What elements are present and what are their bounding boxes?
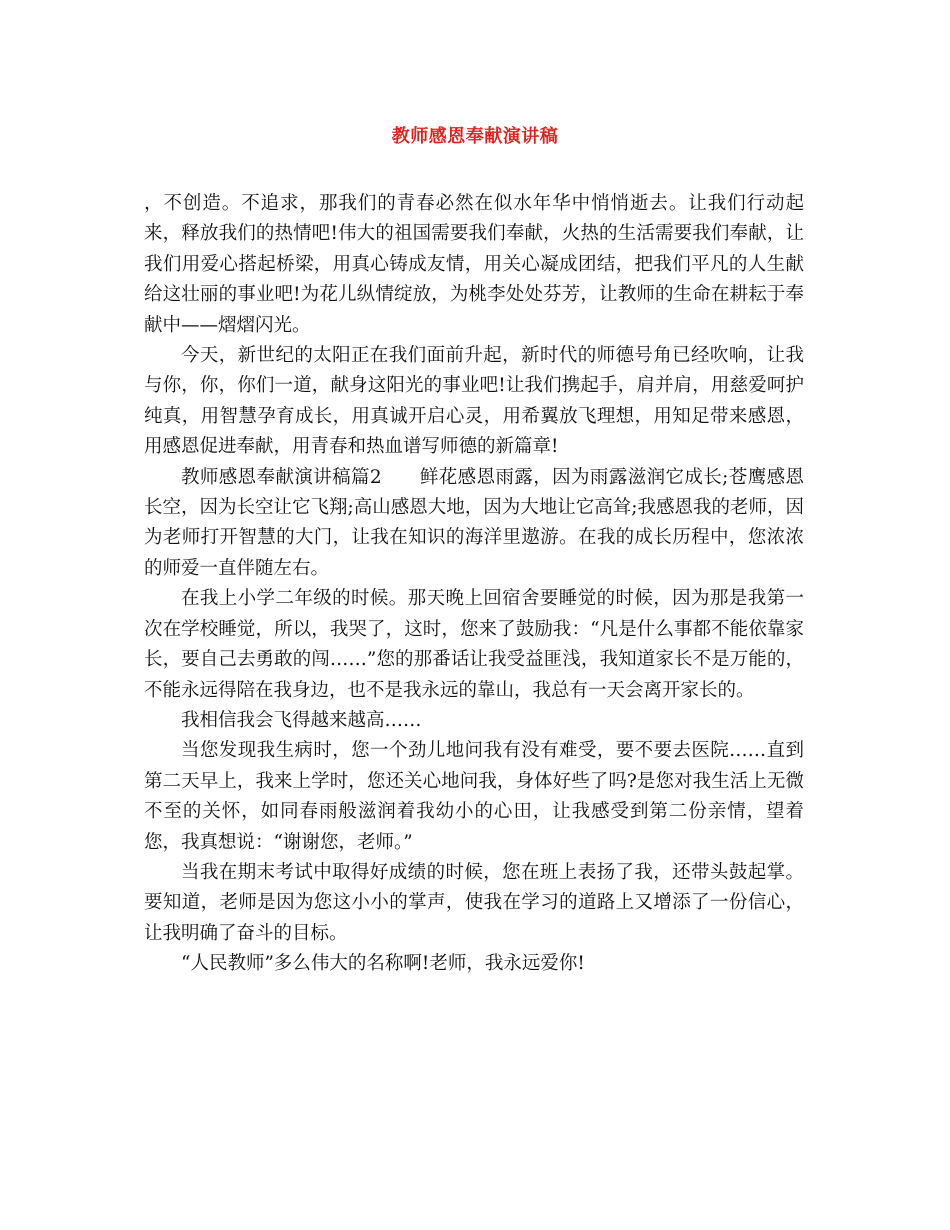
paragraph-2: 今天，新世纪的太阳正在我们面前升起，新时代的师德号角已经吹响，让我与你，你，你们一道，献身这阳光的事业吧!让我们携起手，肩并肩，用慈爱呵护纯真，用智慧孕育成长，用真诚开启心灵，用希翼放飞理想，用知足带来感恩，用感恩促进奉献，用青春和热血谱写师德的新篇章! — [144, 345, 805, 458]
paragraph-7: 当我在期末考试中取得好成绩的时候，您在班上表扬了我，还带头鼓起掌。要知道，老师是因为您这小小的掌声，使我在学习的道路上又增添了一份信心，让我明确了奋斗的目标。 — [144, 861, 804, 944]
paragraph-1: ，不创造。不追求，那我们的青春必然在似水年华中悄悄逝去。让我们行动起来，释放我们的热情吧!伟大的祖国需要我们奉献，火热的生活需要我们奉献，让我们用爱心搭起桥梁，用真心铸成友情，用关心凝成团结，把我们平凡的人生献给这壮丽的事业吧!为花儿纵情绽放，为桃李处处芬芳，让教师的生命在耕耘于奉献中——熠熠闪光。 — [144, 193, 804, 336]
paragraph-5: 我相信我会飞得越来越高…… — [181, 709, 422, 731]
document-title: 教师感恩奉献演讲稿 — [391, 126, 559, 147]
paragraph-4: 在我上小学二年级的时候。那天晚上回宿舍要睡觉的时候，因为那是我第一次在学校睡觉，所以，我哭了，这时，您来了鼓励我：“凡是什么事都不能依靠家长，要自己去勇敢的闯……”您的那番话让我受益匪浅，我知道家长不是万能的，不能永远得陪在我身边，也不是我永远的靠山，我总有一天会离开家长的。 — [144, 588, 804, 701]
paragraph-8: “人民教师”多么伟大的名称啊!老师，我永远爱你! — [181, 953, 585, 975]
paragraph-6: 当您发现我生病时，您一个劲儿地问我有没有难受，要不要去医院……直到第二天早上，我来上学时，您还关心地问我，身体好些了吗?是您对我生活上无微不至的关怀，如同春雨般滋润着我幼小的心田，让我感受到第二份亲情，望着您，我真想说：“谢谢您，老师。” — [144, 740, 804, 853]
document-body — [144, 189, 804, 980]
paragraph-3: 教师感恩奉献演讲稿篇2 鲜花感恩雨露，因为雨露滋润它成长;苍鹰感恩长空，因为长空让它飞翔;高山感恩大地，因为大地让它高耸;我感恩我的老师，因为老师打开智慧的大门，让我在知识的海洋里遨游。在我的成长历程中，您浓浓的师爱一直伴随左右。 — [144, 466, 804, 579]
